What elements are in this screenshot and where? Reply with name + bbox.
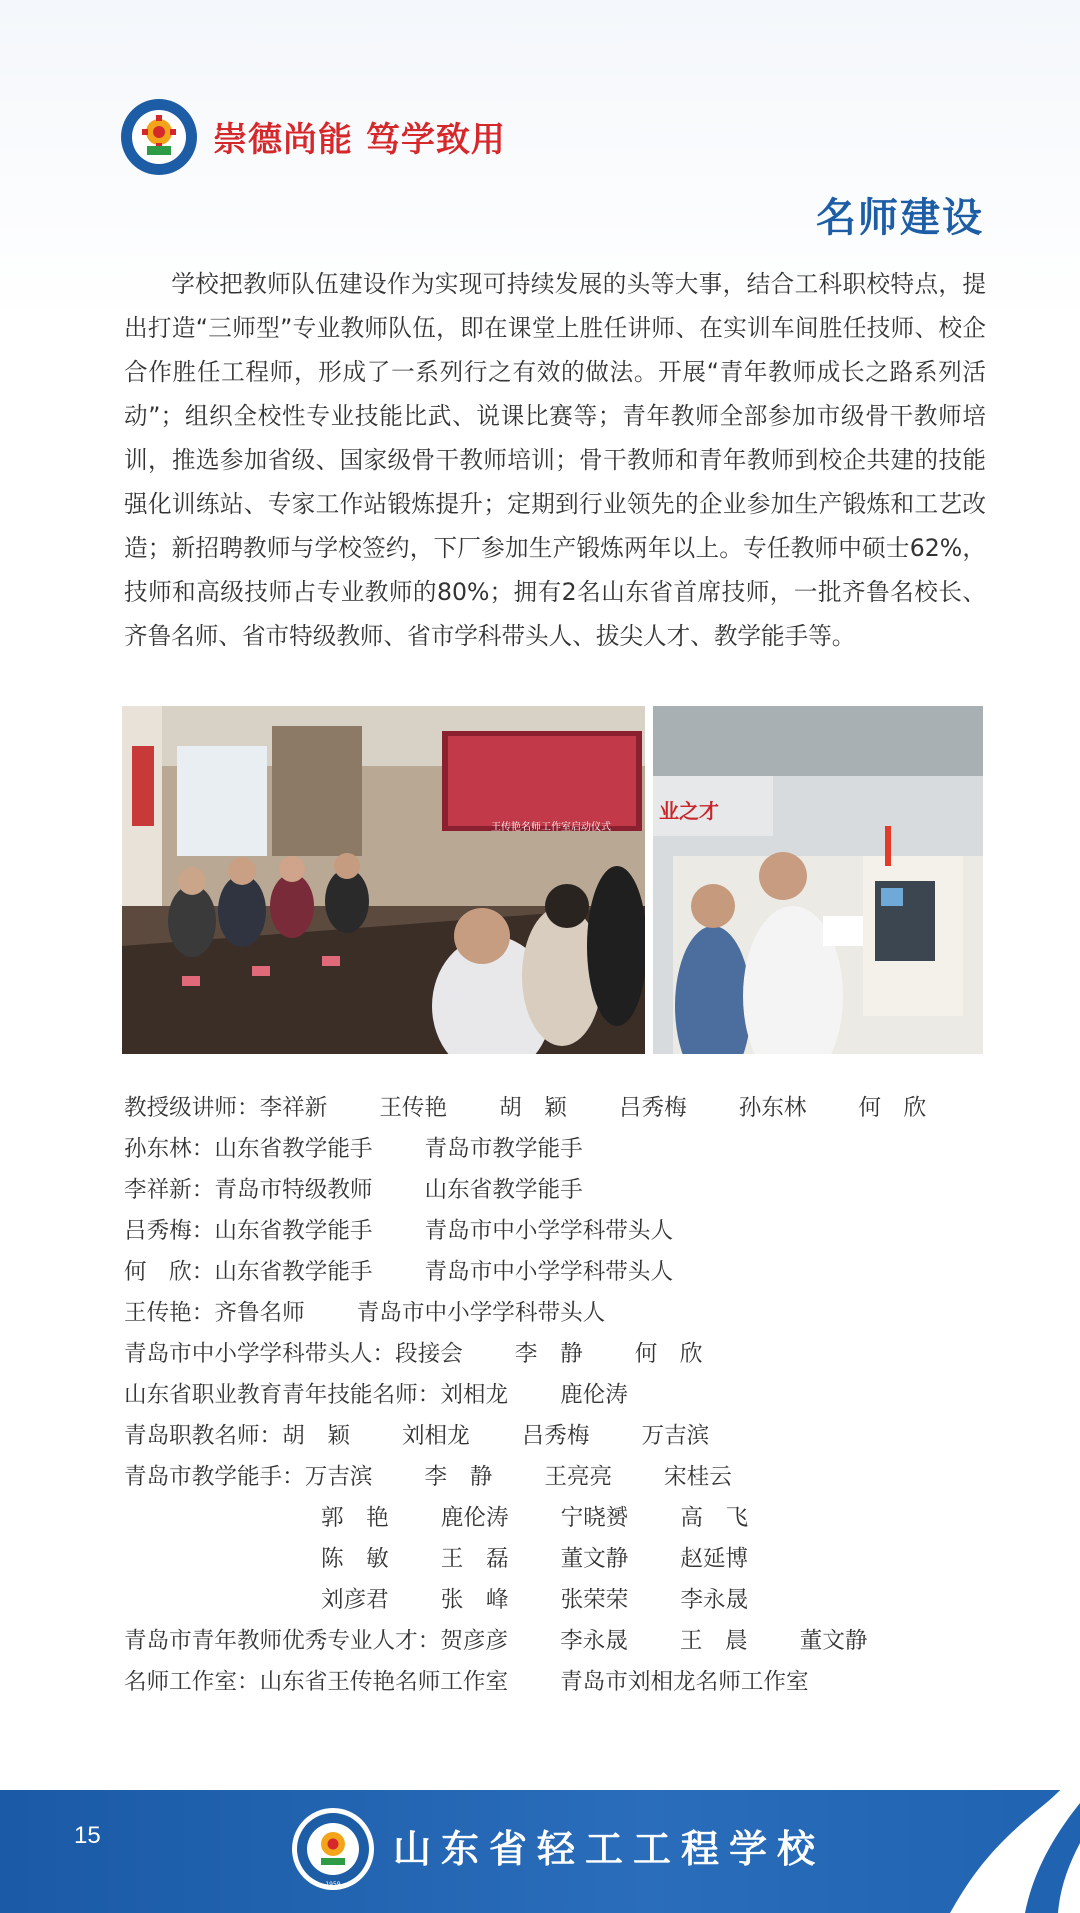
list-row: 青岛市教学能手：万吉滨 李 静 王亮亮 宋桂云 [124, 1464, 732, 1490]
list-row: 山东省职业教育青年技能名师：刘相龙 鹿伦涛 [124, 1382, 628, 1408]
list-row: 教授级讲师：李祥新 王传艳 胡 颖 吕秀梅 孙东林 何 欣 [124, 1095, 927, 1121]
list-row: 刘彦君 张 峰 张荣荣 李永晟 [321, 1587, 749, 1613]
teacher-list [124, 1088, 1004, 1703]
list-row: 李祥新：青岛市特级教师 山东省教学能手 [124, 1177, 583, 1203]
logo-year: 1959 [325, 1881, 341, 1888]
list-row: 郭 艳 鹿伦涛 宁晓赟 高 飞 [321, 1505, 749, 1531]
list-row: 青岛市中小学学科带头人：段接会 李 静 何 欣 [124, 1341, 703, 1367]
page-number: 15 [74, 1822, 101, 1849]
school-logo-icon [120, 98, 198, 176]
intro-paragraph: 学校把教师队伍建设作为实现可持续发展的头等大事，结合工科职校特点，提出打造“三师型”专业教师队伍，即在课堂上胜任讲师、在实训车间胜任技师、校企合作胜任工程师，形成了一系列行之有效的做法。开展“青年教师成长之路系列活动”；组织全校性专业技能比武、说课比赛等；青年教师全部参加市级骨干教师培训，推选参加省级、国家级骨干教师培训；骨干教师和青年教师到校企共建的技能强化训练站、专家工作站锻炼提升；定期到行业领先的企业参加生产锻炼和工艺改造；新招聘教师与学校签约，下厂参加生产锻炼两年以上。专任教师中硕士62%，技师和高级技师占专业教师的80%；拥有2名山东省首席技师，一批齐鲁名校长、齐鲁名师、省市特级教师、省市学科带头人、拔尖人才、教学能手等。 [124, 270, 986, 650]
list-row: 名师工作室：山东省王传艳名师工作室 青岛市刘相龙名师工作室 [124, 1669, 809, 1695]
list-row: 孙东林：山东省教学能手 青岛市教学能手 [124, 1136, 583, 1162]
workshop-photo [653, 706, 983, 1054]
school-motto: 崇德尚能 笃学致用 [213, 120, 506, 160]
school-name: 山东省轻工工程学校 [393, 1826, 826, 1871]
footer-logo-icon [290, 1806, 376, 1892]
banner-text: 业之才 [659, 799, 719, 823]
meeting-photo [122, 706, 645, 1054]
section-title: 名师建设 [816, 195, 984, 241]
decorative-swoosh-icon [930, 1768, 1080, 1913]
list-row: 青岛市青年教师优秀专业人才：贺彦彦 李永晟 王 晨 董文静 [124, 1628, 868, 1654]
list-row: 吕秀梅：山东省教学能手 青岛市中小学学科带头人 [124, 1218, 674, 1244]
list-row: 陈 敏 王 磊 董文静 赵延博 [321, 1546, 749, 1572]
list-row: 青岛职教名师：胡 颖 刘相龙 吕秀梅 万吉滨 [124, 1423, 710, 1449]
list-row: 何 欣：山东省教学能手 青岛市中小学学科带头人 [124, 1259, 674, 1285]
screen-caption: 王传艳名师工作室启动仪式 [491, 822, 611, 833]
list-row: 王传艳：齐鲁名师 青岛市中小学学科带头人 [124, 1300, 606, 1326]
